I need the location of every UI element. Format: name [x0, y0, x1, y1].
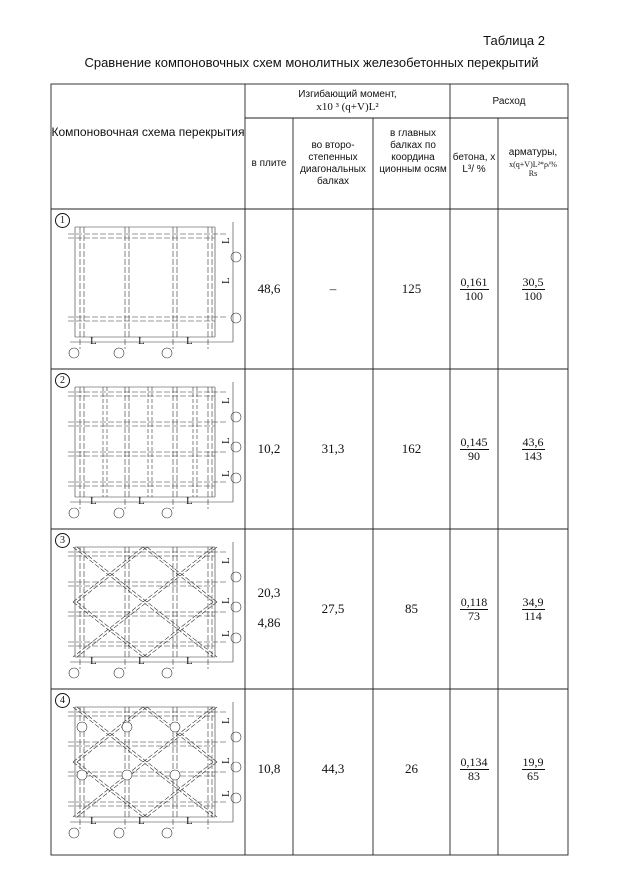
axis-marker	[231, 412, 241, 422]
scheme-number-badge: 3	[55, 533, 70, 548]
span-label-l-vertical: L	[220, 237, 232, 244]
diagonal-beam	[73, 547, 143, 602]
span-label-l: L	[90, 815, 97, 827]
value-in-slab-secondary: 4,86	[257, 615, 281, 630]
axis-marker	[162, 348, 172, 358]
span-label-l-vertical: L	[220, 717, 232, 724]
diagonal-beam	[147, 707, 217, 762]
column-node	[122, 770, 132, 780]
value-concrete	[450, 596, 498, 623]
concrete-denominator: 73	[468, 609, 480, 623]
axis-marker	[114, 348, 124, 358]
rebar-numerator: 30,5	[522, 275, 544, 289]
value-main-beams: 162	[401, 441, 422, 456]
concrete-numerator: 0,145	[460, 435, 488, 449]
span-label-l: L	[138, 815, 145, 827]
span-label-l-vertical: L	[220, 790, 232, 797]
value-main-beams: 125	[401, 281, 422, 296]
value-rebar	[498, 596, 568, 623]
span-label-l: L	[186, 335, 193, 347]
diagonal-beam	[143, 547, 213, 602]
header-scheme: Компоновочная схема перекрытия	[51, 125, 245, 139]
header-in-slab: в плите	[251, 158, 287, 169]
axis-marker	[231, 793, 241, 803]
rebar-denominator: 100	[524, 289, 542, 303]
value-concrete	[450, 276, 498, 303]
span-label-l: L	[186, 815, 193, 827]
diagonal-beam	[73, 707, 143, 762]
rebar-numerator: 34,9	[522, 595, 544, 609]
header-concrete: бетона, x L³/ %	[452, 152, 496, 175]
value-concrete	[450, 436, 498, 463]
span-label-l-vertical: L	[220, 437, 232, 444]
span-label-l-vertical: L	[220, 277, 232, 284]
span-label-l: L	[138, 495, 145, 507]
axis-marker	[69, 668, 79, 678]
column-node	[170, 722, 180, 732]
diagonal-beam	[77, 547, 147, 602]
rebar-denominator: 65	[527, 769, 539, 783]
axis-marker	[231, 252, 241, 262]
column-node	[170, 770, 180, 780]
value-secondary-beams: 44,3	[321, 761, 345, 776]
value-secondary-beams: –	[329, 281, 337, 296]
header-secondary-beams: во второ-степенных диагональных балках	[300, 140, 366, 187]
concrete-numerator: 0,134	[460, 755, 488, 769]
table-caption: Сравнение компоновочных схем монолитных железобетонных перекрытий	[84, 55, 539, 70]
span-label-l-vertical: L	[220, 757, 232, 764]
diagonal-beam	[143, 707, 213, 762]
span-label-l: L	[138, 335, 145, 347]
header-rebar-formula: x(q+V)L²*ρ/% Rs	[509, 160, 557, 178]
rebar-denominator: 143	[524, 449, 542, 463]
axis-marker	[231, 442, 241, 452]
axis-marker	[162, 828, 172, 838]
value-in-slab: 10,8	[257, 761, 281, 776]
concrete-numerator: 0,161	[460, 275, 488, 289]
span-label-l-vertical: L	[220, 470, 232, 477]
axis-marker	[69, 508, 79, 518]
value-main-beams: 26	[405, 761, 418, 776]
axis-marker	[231, 602, 241, 612]
header-moment-title: Изгибающий момент,	[298, 89, 397, 100]
span-label-l-vertical: L	[220, 630, 232, 637]
column-node	[77, 722, 87, 732]
scheme-number-badge: 1	[55, 213, 70, 228]
span-label-l-vertical: L	[220, 557, 232, 564]
concrete-denominator: 100	[465, 289, 483, 303]
span-label-l: L	[90, 335, 97, 347]
header-cost: Расход	[492, 96, 526, 107]
value-main-beams: 85	[405, 601, 418, 616]
span-label-l-vertical: L	[220, 597, 232, 604]
axis-marker	[231, 633, 241, 643]
span-label-l: L	[138, 655, 145, 667]
rebar-numerator: 19,9	[522, 755, 544, 769]
value-in-slab: 20,3	[257, 585, 281, 600]
scheme-number-badge: 4	[55, 693, 70, 708]
axis-marker	[162, 508, 172, 518]
concrete-denominator: 83	[468, 769, 480, 783]
axis-marker	[69, 828, 79, 838]
column-node	[122, 722, 132, 732]
axis-marker	[69, 348, 79, 358]
column-node	[77, 770, 87, 780]
span-label-l: L	[186, 655, 193, 667]
axis-marker	[114, 668, 124, 678]
header-moment-units: x10 ³ (q+V)L²	[316, 101, 379, 113]
diagonal-beam	[77, 707, 147, 762]
value-secondary-beams: 31,3	[321, 441, 345, 456]
value-concrete	[450, 756, 498, 783]
value-in-slab: 10,2	[257, 441, 281, 456]
axis-marker	[114, 508, 124, 518]
concrete-numerator: 0,118	[460, 595, 488, 609]
value-secondary-beams: 27,5	[321, 601, 345, 616]
rebar-numerator: 43,6	[522, 435, 544, 449]
header-rebar: арматуры,	[508, 147, 558, 158]
value-rebar	[498, 756, 568, 783]
axis-marker	[231, 572, 241, 582]
axis-marker	[162, 668, 172, 678]
axis-marker	[114, 828, 124, 838]
axis-marker	[231, 313, 241, 323]
diagonal-beam	[147, 547, 217, 602]
span-label-l: L	[90, 495, 97, 507]
axis-marker	[231, 762, 241, 772]
span-label-l-vertical: L	[220, 397, 232, 404]
scheme-number-badge: 2	[55, 373, 70, 388]
span-label-l: L	[90, 655, 97, 667]
value-rebar	[498, 276, 568, 303]
span-label-l: L	[186, 495, 193, 507]
axis-marker	[231, 732, 241, 742]
value-in-slab: 48,6	[257, 281, 281, 296]
header-main-beams: в главных балках по координа ционным осям	[379, 128, 447, 175]
rebar-denominator: 114	[524, 609, 542, 623]
axis-marker	[231, 473, 241, 483]
concrete-denominator: 90	[468, 449, 480, 463]
value-rebar	[498, 436, 568, 463]
table-number: Таблица 2	[483, 33, 545, 48]
